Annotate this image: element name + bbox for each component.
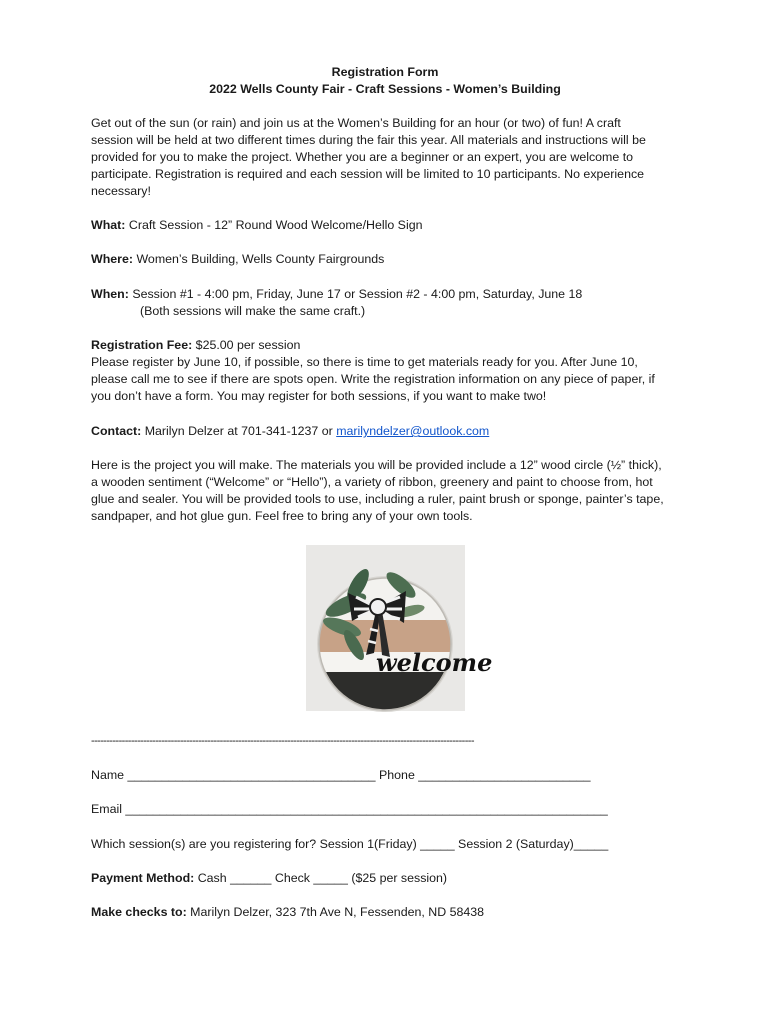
payment-value[interactable]: Cash ______ Check _____ ($25 per session) <box>194 871 448 885</box>
session-selection-line[interactable]: Which session(s) are you registering for? Session 1(Friday) _____ Session 2 (Saturday)_____ <box>91 837 609 851</box>
register-line: Please register by June 10, if possible, so there is time to get materials ready for you. After June 10, <box>91 355 638 369</box>
photo-sign-text: welcome <box>376 648 493 677</box>
name-phone-line[interactable]: Name ____________________________________ Phone _________________________ <box>91 768 591 782</box>
welcome-sign-illustration <box>306 545 493 711</box>
checks-label: Make checks to: <box>91 905 187 919</box>
intro-line: participate. Registration is required and each session will be limited to 10 participants. No experience <box>91 167 645 181</box>
email-line[interactable]: Email ______________________________________________________________________ <box>91 802 608 816</box>
contact-label: Contact: <box>91 424 142 438</box>
contact-value: Marilyn Delzer at 701-341-1237 or <box>144 424 333 438</box>
payment-label: Payment Method: <box>91 871 195 885</box>
project-line: sandpaper, and hot glue gun. Feel free to bring any of your own tools. <box>91 509 473 523</box>
what-value: Craft Session - 12” Round Wood Welcome/Hello Sign <box>128 218 423 232</box>
when-label: When: <box>91 287 129 301</box>
form-subtitle: 2022 Wells County Fair - Craft Sessions - Women’s Building <box>209 82 561 96</box>
fee-value: $25.00 per session <box>195 338 301 352</box>
what-row <box>91 217 423 234</box>
payment-row <box>91 870 447 887</box>
contact-row <box>91 423 489 440</box>
where-value: Women’s Building, Wells County Fairgrounds <box>136 252 385 266</box>
where-label: Where: <box>91 252 133 266</box>
intro-line: necessary! <box>91 184 151 198</box>
when-row <box>91 286 582 303</box>
when-value: Session #1 - 4:00 pm, Friday, June 17 or Session #2 - 4:00 pm, Saturday, June 18 <box>132 287 583 301</box>
project-line: glue and sealer. You will be provided tools to use, including a ruler, paint brush or sponge, painter’s tape, <box>91 492 664 506</box>
checks-value: Marilyn Delzer, 323 7th Ave N, Fessenden, ND 58438 <box>186 905 485 919</box>
when-note: (Both sessions will make the same craft.) <box>140 304 366 318</box>
fee-row <box>91 337 300 354</box>
intro-line: provided for you to make the project. Whether you are a beginner or an expert, you are welcome to <box>91 150 634 164</box>
project-line: a wooden sentiment (“Welcome” or “Hello”), a variety of ribbon, greenery and paint to choose from, hot <box>91 475 653 489</box>
where-row <box>91 251 384 268</box>
what-label: What: <box>91 218 126 232</box>
register-line: you don’t have a form. You may register for both sessions, if you want to make two! <box>91 389 547 403</box>
form-title: Registration Form <box>331 65 439 79</box>
project-line: Here is the project you will make. The materials you will be provided include a 12” wood circle (½” thick), <box>91 458 662 472</box>
checks-row <box>91 904 484 921</box>
contact-email-link[interactable]: marilyndelzer@outlook.com <box>336 424 490 438</box>
intro-line: session will be held at two different times during the fair this year. All materials and instructions will be <box>91 133 646 147</box>
fee-label: Registration Fee: <box>91 338 193 352</box>
intro-line: Get out of the sun (or rain) and join us at the Women’s Building for an hour (or two) of fun! A craft <box>91 116 621 130</box>
project-photo <box>306 545 493 711</box>
register-line: please call me to see if there are spots open. Write the registration information on any piece of paper, if <box>91 372 655 386</box>
divider-line: ----------------------------------------------------------------------------------------------------------------------------- <box>91 735 474 747</box>
